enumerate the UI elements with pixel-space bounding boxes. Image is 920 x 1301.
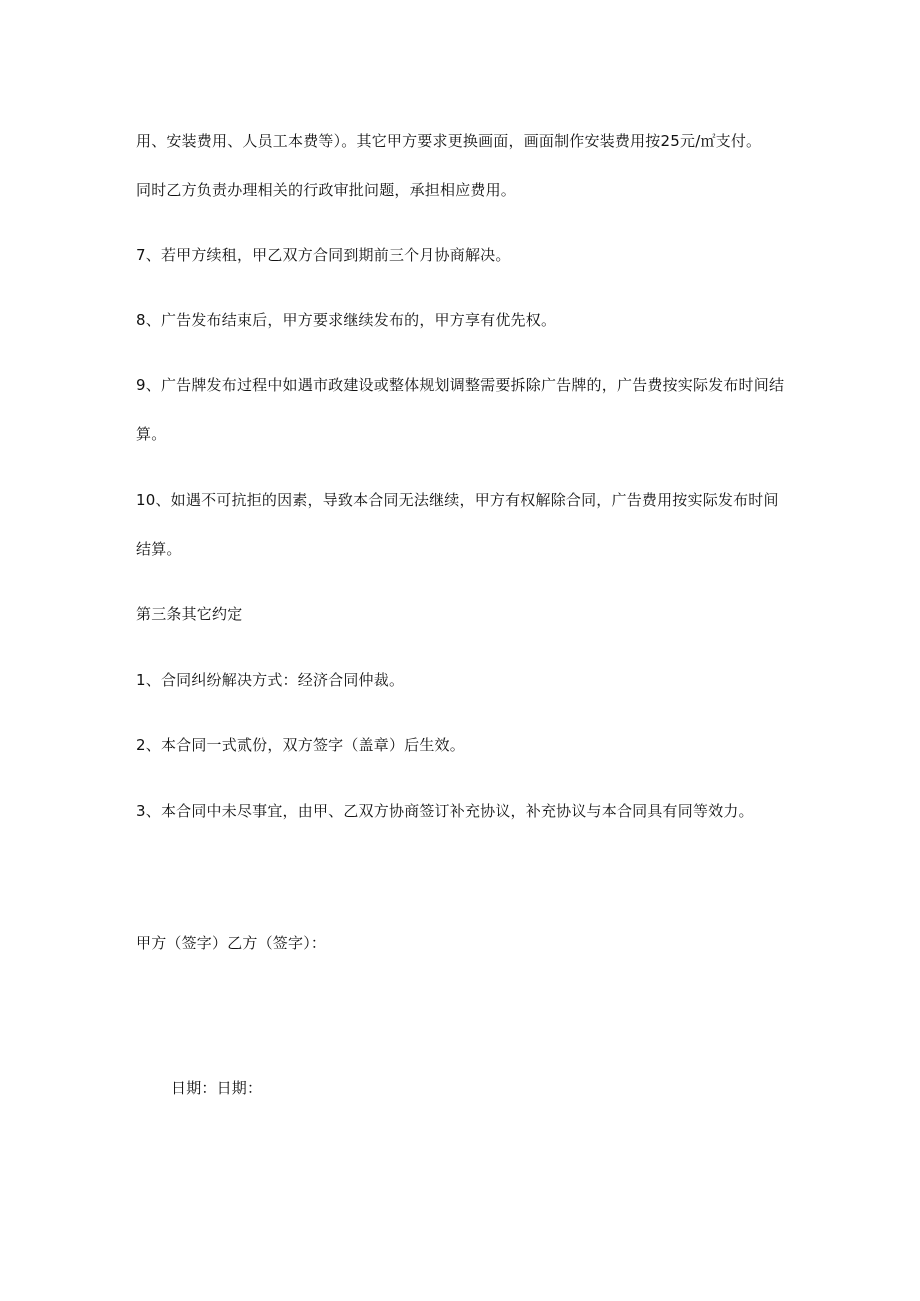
clause-7: 7、若甲方续租，甲乙双方合同到期前三个月协商解决。 — [136, 246, 511, 264]
clause-10-end: 结算。 — [136, 540, 182, 558]
other-term-2: 2、本合同一式贰份，双方签字（盖章）后生效。 — [136, 736, 465, 754]
clause-9: 9、广告牌发布过程中如遇市政建设或整体规划调整需要拆除广告牌的，广告费按实际发布时间结 — [136, 376, 785, 394]
clause-9-end: 算。 — [136, 425, 167, 443]
clause-6-approval: 同时乙方负责办理相关的行政审批问题，承担相应费用。 — [136, 181, 517, 199]
clause-8: 8、广告发布结束后，甲方要求继续发布的，甲方享有优先权。 — [136, 311, 557, 329]
date-line: 日期：日期： — [171, 1079, 263, 1097]
other-term-1: 1、合同纠纷解决方式：经济合同仲裁。 — [136, 671, 405, 689]
clause-6-continuation: 用、安装费用、人员工本费等）。其它甲方要求更换画面，画面制作安装费用按25元/㎡支付。 — [136, 132, 762, 150]
section-heading-other-terms: 第三条其它约定 — [136, 605, 243, 623]
signature-line: 甲方（签字）乙方（签字）： — [136, 934, 327, 952]
clause-10: 10、如遇不可抗拒的因素，导致本合同无法继续，甲方有权解除合同，广告费用按实际发布时间 — [136, 491, 779, 509]
other-term-3: 3、本合同中未尽事宜，由甲、乙双方协商签订补充协议，补充协议与本合同具有同等效力。 — [136, 802, 754, 820]
